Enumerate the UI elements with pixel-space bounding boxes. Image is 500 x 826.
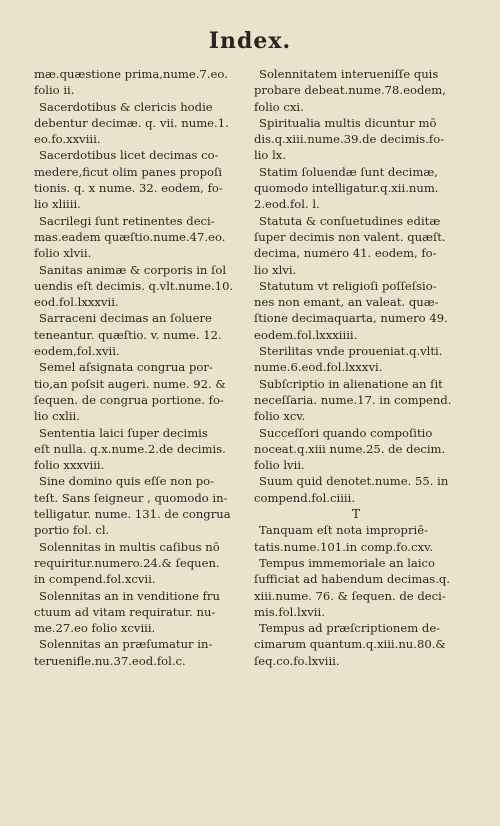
entry-line: Statim ſoluendæ ſunt decimæ,	[259, 164, 438, 179]
entry-line: Solennitas in multis caſibus nō	[39, 539, 220, 554]
entry-line: teſt. Sans ſeigneur , quomodo in-	[34, 490, 228, 505]
entry-line: tionis. q. x nume. 32. eodem, fo-	[34, 181, 223, 196]
index-entry	[254, 473, 458, 506]
index-entry	[254, 343, 458, 376]
right-column	[254, 66, 458, 669]
index-entry	[254, 376, 458, 425]
entry-line: medere,ficut olim panes propoſi	[34, 164, 222, 179]
entry-line: compend.fol.ciiii.	[254, 490, 355, 505]
entry-line: eod.fol.lxxxvii.	[34, 295, 119, 310]
entry-line: in compend.fol.xcvii.	[34, 572, 156, 587]
index-entry	[34, 359, 239, 424]
entry-line: eſt nulla. q.x.nume.2.de decimis.	[34, 441, 226, 456]
entry-line: folio cxi.	[254, 99, 304, 114]
entry-line: 2.eod.fol. l.	[254, 197, 320, 212]
entry-line: neceſſaria. nume.17. in compend.	[254, 392, 452, 407]
entry-line: me.27.eo folio xcviii.	[34, 621, 156, 636]
entry-line: Suum quid denotet.nume. 55. in	[259, 474, 449, 489]
index-entry	[34, 636, 239, 669]
entry-line: folio ii.	[34, 83, 75, 98]
entry-line: cimarum quantum.q.xiii.nu.80.&	[254, 637, 446, 652]
entry-line: xiii.nume. 76. & ſequen. de deci-	[254, 588, 446, 603]
entry-line: teruenifle.nu.37.eod.fol.c.	[34, 653, 186, 668]
entry-line: Solennitatem interueniſſe quis	[259, 67, 439, 81]
entry-line: folio xxxviii.	[34, 458, 105, 473]
entry-line: portio fol. cl.	[34, 523, 110, 538]
entry-line: folio xlvii.	[34, 246, 92, 261]
entry-line: nes non emant, an valeat. quæ-	[254, 295, 439, 310]
entry-line: dis.q.xiii.nume.39.de decimis.fo-	[254, 132, 445, 147]
entry-line: Sarraceni decimas an ſoluere	[39, 311, 212, 326]
entry-line: Solennitas an præſumatur in-	[39, 637, 213, 652]
entry-line: eodem.fol.lxxxiiii.	[254, 327, 358, 342]
entry-line: lio cxlii.	[34, 409, 80, 424]
index-entry	[254, 522, 458, 555]
index-entry	[254, 115, 458, 164]
index-entry	[254, 164, 458, 213]
index-entry	[34, 539, 239, 588]
entry-line: Tanquam eſt nota impropriē-	[259, 523, 428, 538]
entry-line: ſequen. de congrua portione. fo-	[34, 392, 224, 407]
entry-line: uendis eſt decimis. q.vlt.nume.10.	[34, 278, 234, 293]
index-entry	[254, 213, 458, 278]
entry-line: folio lvii.	[254, 458, 305, 473]
entry-line: Solennitas an in venditione fru	[39, 588, 220, 603]
entry-line: Sine domino quis eſſe non po-	[39, 474, 215, 489]
entry-line: Sententia laici ſuper decimis	[39, 425, 208, 440]
entry-line: decima, numero 41. eodem, fo-	[254, 246, 437, 261]
index-entry	[34, 473, 239, 538]
index-entry	[34, 147, 239, 212]
entry-line: teneantur. quæſtio. v. nume. 12.	[34, 327, 222, 342]
entry-line: probare debeat.nume.78.eodem,	[254, 83, 446, 98]
entry-line: ſtione decimaquarta, numero 49.	[254, 311, 448, 326]
index-entry	[34, 66, 239, 99]
entry-line: Statuta & conſuetudines editæ	[259, 213, 441, 228]
entry-line: ctuum ad vitam requiratur. nu-	[34, 604, 216, 619]
entry-line: eo.fo.xxviii.	[34, 132, 101, 147]
entry-line: mis.fol.lxvii.	[254, 604, 325, 619]
entry-line: telligatur. nume. 131. de congrua	[34, 507, 231, 522]
entry-line: ſufficiat ad habendum decimas.q.	[254, 572, 451, 587]
entry-line: mæ.quæstione prima,nume.7.eo.	[34, 67, 228, 81]
index-entry	[254, 620, 458, 669]
entry-line: tatis.nume.101.in comp.fo.cxv.	[254, 539, 433, 554]
entry-line: folio xcv.	[254, 409, 306, 424]
entry-line: Semel aſsignata congrua por-	[39, 360, 213, 375]
index-entry	[34, 425, 239, 474]
index-entry	[34, 588, 239, 637]
index-entry	[254, 425, 458, 474]
entry-line: quomodo intelligatur.q.xii.num.	[254, 181, 439, 196]
index-entry	[254, 66, 458, 115]
entry-line: nume.6.eod.fol.lxxxvi.	[254, 360, 383, 375]
entry-line: lio xliiii.	[34, 197, 81, 212]
entry-line: requiritur.numero.24.& ſequen.	[34, 555, 220, 570]
entry-line: Succeſſori quando compoſitio	[259, 425, 433, 440]
index-entry	[34, 310, 239, 359]
entry-line: Sacrilegi ſunt retinentes deci-	[39, 213, 215, 228]
entry-line: lio xlvi.	[254, 262, 297, 277]
index-entry	[254, 278, 458, 343]
entry-line: Sacerdotibus & clericis hodie	[39, 99, 213, 114]
entry-line: Tempus immemoriale an laico	[259, 555, 436, 570]
entry-line: Sacerdotibus licet decimas co-	[39, 148, 219, 163]
entry-line: Statutum vt religioſi poſſeſsio-	[259, 278, 437, 293]
index-entry	[34, 213, 239, 262]
index-entry	[34, 262, 239, 311]
entry-line: Tempus ad præſcriptionem de-	[259, 621, 441, 636]
entry-line: Subſcriptio in alienatione an ſit	[259, 376, 443, 391]
entry-line: noceat.q.xiii nume.25. de decim.	[254, 441, 446, 456]
entry-line: lio lx.	[254, 148, 287, 163]
entry-line: Sterilitas vnde proueniat.q.vlti.	[259, 344, 443, 359]
entry-line: ſeq.co.fo.lxviii.	[254, 653, 340, 668]
index-entry	[254, 555, 458, 620]
entry-line: ſuper decimis non valent. quæſt.	[254, 229, 446, 244]
index-entry	[34, 99, 239, 148]
entry-line: Sanitas animæ & corporis in ſol	[39, 262, 227, 277]
section-letter: T	[351, 507, 360, 522]
entry-line: Spiritualia multis dicuntur mō	[259, 115, 437, 130]
entry-line: mas.eadem quæſtio.nume.47.eo.	[34, 229, 226, 244]
entry-line: eodem,fol.xvii.	[34, 344, 120, 359]
entry-line: tio,an poſsit augeri. nume. 92. &	[34, 376, 226, 391]
left-column	[34, 66, 239, 669]
page-title: Index.	[208, 28, 292, 54]
entry-line: debentur decimæ. q. vii. nume.1.	[34, 115, 229, 130]
